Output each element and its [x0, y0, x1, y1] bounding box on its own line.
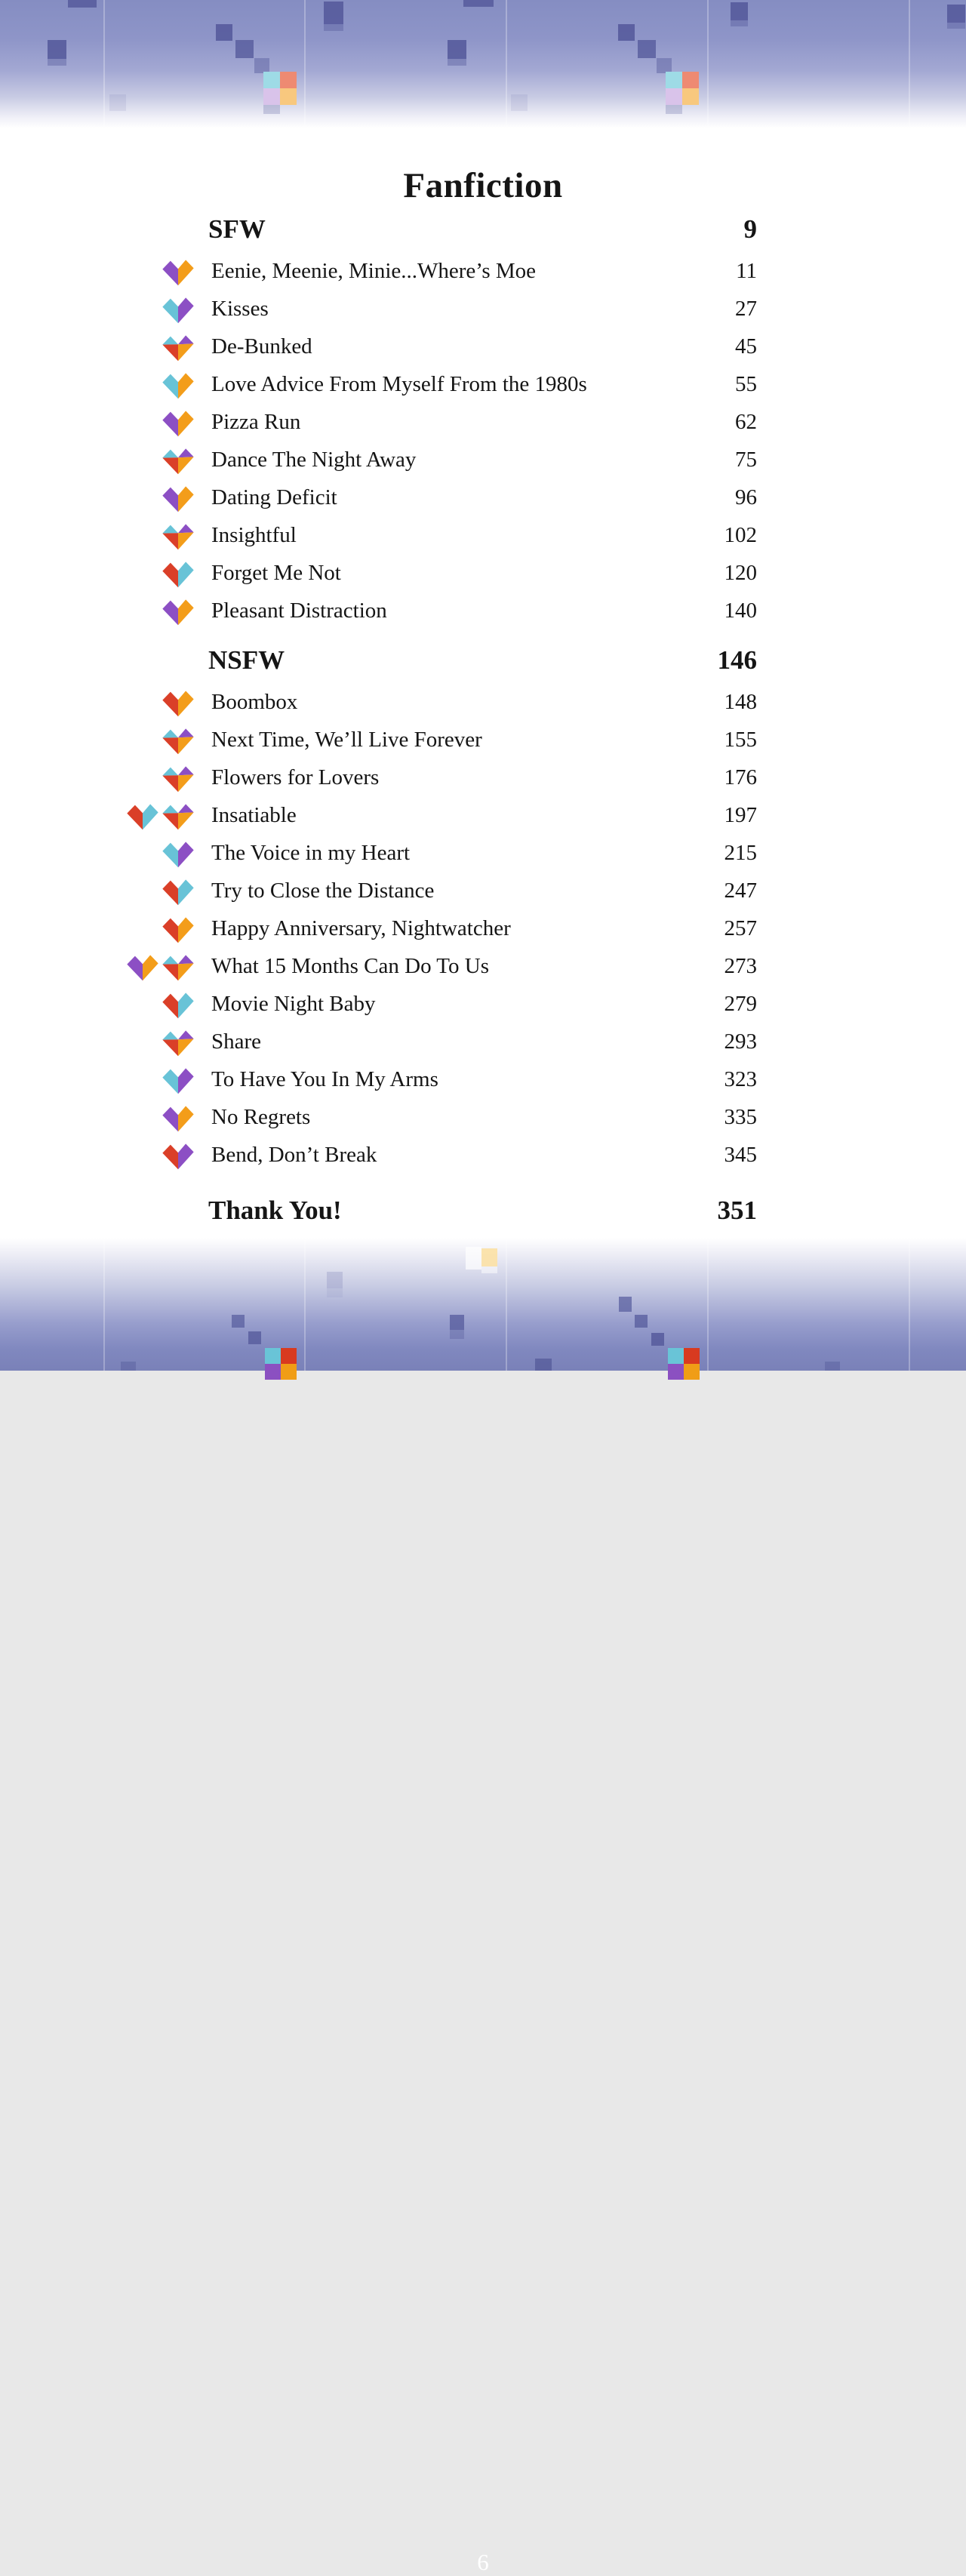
heart-icon: [162, 765, 195, 793]
entry-page-number: 27: [735, 296, 757, 321]
toc-entry: [0, 1060, 966, 1098]
entry-title: Love Advice From Myself From the 1980s: [211, 371, 587, 396]
toc-entry: [0, 290, 966, 328]
heart-icons: [0, 448, 195, 475]
heart-icon: [162, 372, 195, 400]
heart-icon: [162, 690, 195, 718]
heart-icon: [162, 879, 195, 906]
entry-page-number: 96: [735, 485, 757, 509]
entry-title: Insatiable: [211, 802, 297, 827]
heart-icon: [162, 334, 195, 362]
heart-icon: [162, 448, 195, 475]
entry-title: De-Bunked: [211, 334, 312, 359]
entry-page-number: 257: [724, 916, 757, 940]
purple-square: [668, 1364, 684, 1380]
entry-page-number: 247: [724, 878, 757, 903]
entry-title: Dance The Night Away: [211, 447, 417, 472]
closing-page-number: 351: [717, 1196, 757, 1225]
heart-icons: [0, 728, 195, 756]
entry-page-number: 293: [724, 1029, 757, 1054]
entry-page-number: 335: [724, 1104, 757, 1129]
entry-page-number: 273: [724, 953, 757, 978]
entry-page-number: 279: [724, 991, 757, 1016]
heart-icons: [0, 841, 195, 869]
color-cluster: [265, 1348, 297, 1380]
heart-icons: [0, 523, 195, 551]
pixel-square: [466, 1247, 481, 1270]
heart-icons: [0, 690, 195, 718]
toc-entry: [0, 721, 966, 759]
heart-icons: [0, 765, 195, 793]
entry-page-number: 55: [735, 371, 757, 396]
heart-icon: [162, 1143, 195, 1171]
toc-entry: [0, 592, 966, 629]
pixel-square: [651, 1333, 664, 1346]
toc-entry: [0, 516, 966, 554]
pixel-square: [450, 1330, 464, 1339]
toc-section: [0, 639, 966, 1174]
heart-icon: [162, 297, 195, 325]
heart-icon: [162, 599, 195, 626]
column-divider: [506, 1238, 507, 1371]
heart-icons: [0, 599, 195, 626]
heart-icon: [162, 916, 195, 944]
section-page-number: 9: [743, 214, 757, 244]
entry-title: Happy Anniversary, Nightwatcher: [211, 916, 511, 940]
entry-page-number: 45: [735, 334, 757, 359]
heart-icons: [0, 372, 195, 400]
entry-page-number: 197: [724, 802, 757, 827]
pixel-square: [825, 1362, 840, 1371]
heart-icons: [0, 1105, 195, 1133]
entry-title: Share: [211, 1029, 262, 1054]
heart-icon: [162, 561, 195, 589]
entry-page-number: 176: [724, 765, 757, 789]
heart-icons: [0, 485, 195, 513]
heart-icon: [162, 1067, 195, 1095]
section-header: [0, 639, 966, 682]
entry-title: Try to Close the Distance: [211, 878, 435, 903]
heart-icons: [0, 1143, 195, 1171]
toc-entry: [0, 759, 966, 796]
heart-icon: [162, 523, 195, 551]
pixel-square: [327, 1272, 343, 1288]
entry-title: Dating Deficit: [211, 485, 337, 509]
heart-icons: [0, 1029, 195, 1057]
heart-icon: [162, 992, 195, 1020]
toc-entry: [0, 1023, 966, 1060]
section-title: SFW: [208, 214, 266, 244]
pixel-square: [635, 1315, 648, 1328]
closing-row: [0, 1190, 966, 1232]
entry-title: What 15 Months Can Do To Us: [211, 953, 489, 978]
pixel-square: [619, 1297, 632, 1312]
entry-page-number: 62: [735, 409, 757, 434]
column-divider: [103, 1238, 105, 1371]
heart-icon: [162, 803, 195, 831]
closing-label: Thank You!: [208, 1196, 342, 1225]
heart-icons: [0, 1067, 195, 1095]
pixel-square: [481, 1248, 497, 1266]
entry-title: To Have You In My Arms: [211, 1066, 438, 1091]
heart-icons: [0, 954, 195, 982]
heart-icons: [0, 879, 195, 906]
heart-icon: [162, 410, 195, 438]
table-of-contents: [0, 208, 966, 1174]
toc-entry: [0, 328, 966, 365]
heart-icons: [0, 916, 195, 944]
toc-entry: [0, 834, 966, 872]
pixel-square: [327, 1288, 343, 1297]
section-header: [0, 208, 966, 251]
entry-title: Next Time, We’ll Live Forever: [211, 727, 482, 752]
entry-page-number: 75: [735, 447, 757, 472]
column-divider: [707, 1238, 709, 1371]
heart-icon: [126, 803, 159, 831]
entry-title: Kisses: [211, 296, 269, 321]
toc-entry: [0, 554, 966, 592]
entry-page-number: 345: [724, 1142, 757, 1167]
toc-entry: [0, 985, 966, 1023]
red-square: [281, 1348, 297, 1364]
toc-entry: [0, 441, 966, 479]
entry-title: Pizza Run: [211, 409, 301, 434]
toc-entry: [0, 403, 966, 441]
heart-icons: [0, 259, 195, 287]
toc-entry: [0, 1136, 966, 1174]
entry-page-number: 323: [724, 1066, 757, 1091]
pixel-square: [232, 1315, 245, 1328]
heart-icon: [162, 1029, 195, 1057]
entry-page-number: 215: [724, 840, 757, 865]
column-divider: [909, 1238, 910, 1371]
content-area: [0, 0, 966, 1232]
entry-page-number: 11: [736, 258, 757, 283]
cyan-square: [668, 1348, 684, 1364]
heart-icons: [0, 803, 195, 831]
pixel-square: [450, 1315, 464, 1330]
heart-icon: [162, 728, 195, 756]
section-title: NSFW: [208, 645, 285, 675]
entry-title: No Regrets: [211, 1104, 311, 1129]
section-entries: [0, 252, 966, 629]
entry-title: The Voice in my Heart: [211, 840, 411, 865]
section-entries: [0, 683, 966, 1174]
color-cluster: [668, 1348, 700, 1380]
heart-icon: [162, 259, 195, 287]
heart-icon: [162, 841, 195, 869]
footer-decoration: [0, 1238, 966, 2575]
heart-icon: [126, 954, 159, 982]
entry-title: Boombox: [211, 689, 298, 714]
heart-icons: [0, 410, 195, 438]
entry-title: Bend, Don’t Break: [211, 1142, 377, 1167]
heart-icons: [0, 561, 195, 589]
entry-title: Flowers for Lovers: [211, 765, 380, 789]
heart-icon: [162, 1105, 195, 1133]
heart-icons: [0, 334, 195, 362]
entry-title: Eenie, Meenie, Minie...Where’s Moe: [211, 258, 537, 283]
column-divider: [304, 1238, 306, 1371]
entry-title: Insightful: [211, 522, 297, 547]
heart-icons: [0, 992, 195, 1020]
entry-title: Pleasant Distraction: [211, 598, 387, 623]
toc-entry: [0, 796, 966, 834]
toc-entry: [0, 909, 966, 947]
entry-page-number: 155: [724, 727, 757, 752]
heart-icons: [0, 297, 195, 325]
red-square: [684, 1348, 700, 1364]
entry-title: Movie Night Baby: [211, 991, 376, 1016]
toc-entry: [0, 947, 966, 985]
toc-entry: [0, 1098, 966, 1136]
toc-entry: [0, 683, 966, 721]
heart-icon: [162, 485, 195, 513]
toc-entry: [0, 365, 966, 403]
pixel-square: [121, 1362, 136, 1371]
page-number: 6: [477, 2549, 489, 2575]
orange-square: [281, 1364, 297, 1380]
pixel-square: [481, 1266, 497, 1273]
toc-entry: [0, 479, 966, 516]
pixel-square: [535, 1359, 552, 1371]
toc-entry: [0, 872, 966, 909]
entry-title: Forget Me Not: [211, 560, 341, 585]
page-title: Fanfiction: [403, 166, 563, 205]
cyan-square: [265, 1348, 281, 1364]
purple-square: [265, 1364, 281, 1380]
entry-page-number: 140: [724, 598, 757, 623]
orange-square: [684, 1364, 700, 1380]
heart-icon: [162, 954, 195, 982]
toc-section: [0, 208, 966, 629]
entry-page-number: 148: [724, 689, 757, 714]
section-page-number: 146: [717, 645, 757, 675]
pixel-square: [248, 1331, 261, 1344]
entry-page-number: 120: [724, 560, 757, 585]
toc-entry: [0, 252, 966, 290]
entry-page-number: 102: [724, 522, 757, 547]
